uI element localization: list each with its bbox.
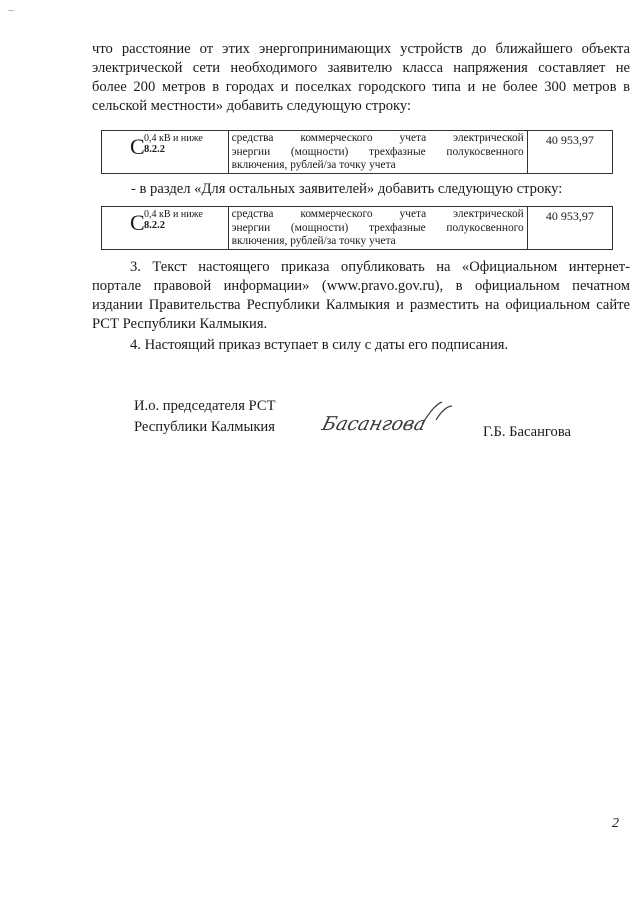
- item-3-paragraph: [92, 258, 630, 334]
- intro-line: электрической сети необходимого заявителю класса напряжения составляет не: [92, 60, 630, 76]
- description-line: включения, рублей/за точку учета: [231, 159, 396, 171]
- tariff-description-cell: [228, 207, 527, 250]
- handwritten-signature: [318, 394, 458, 446]
- item-3-line: издании Правительства Республики Калмыкия и разместить на официальном сайте: [92, 297, 630, 313]
- item-4-paragraph: 4. Настоящий приказ вступает в силу с даты его подписания.: [130, 337, 509, 353]
- page-number: 2: [612, 816, 619, 831]
- tariff-value-cell: 40 953,97: [527, 131, 612, 174]
- description-line: средства коммерческого учета электрической: [231, 132, 524, 144]
- signatory-name: Г.Б. Басангова: [483, 424, 572, 440]
- scan-artifact: [8, 10, 14, 11]
- tariff-code-subscript: 8.2.2: [144, 144, 165, 155]
- tariff-code-superscript: 0,4 кВ и ниже: [144, 209, 203, 220]
- tariff-table-1: [101, 130, 613, 174]
- item-3-line: 3. Текст настоящего приказа опубликовать на «Официальном интернет-: [130, 259, 630, 275]
- tariff-code-cell: [102, 131, 229, 174]
- intro-line: сельской местности» добавить следующую строку:: [92, 98, 412, 114]
- item-3-line: портале правовой информации» (www.pravo.gov.ru), в официальном печатном: [92, 278, 630, 294]
- tariff-code-cell: [102, 207, 229, 250]
- intro-line: более 200 метров в городах и поселках городского типа и не более 300 метров в: [92, 79, 630, 95]
- description-line: средства коммерческого учета электрической: [231, 208, 524, 220]
- tariff-table-2: [101, 206, 613, 250]
- signature-text: Басангова: [319, 412, 429, 435]
- tariff-code-superscript: 0,4 кВ и ниже: [144, 133, 203, 144]
- intro-paragraph: [92, 40, 630, 116]
- tariff-value-cell: 40 953,97: [527, 207, 612, 250]
- section-instruction: - в раздел «Для остальных заявителей» добавить следующую строку:: [131, 181, 563, 197]
- description-line: энергии (мощности) трехфазные полукосвенного: [231, 145, 524, 158]
- table-row: [102, 207, 613, 250]
- tariff-description-cell: [228, 131, 527, 174]
- tariff-code-letter: С: [130, 134, 145, 159]
- signatory-title-line-2: Республики Калмыкия: [134, 419, 275, 435]
- description-line: включения, рублей/за точку учета: [231, 235, 396, 247]
- table-row: [102, 131, 613, 174]
- tariff-code-letter: С: [130, 210, 145, 235]
- item-3-line: РСТ Республики Калмыкия.: [92, 316, 268, 332]
- signatory-title-line-1: И.о. председателя РСТ: [134, 398, 276, 414]
- tariff-code-subscript: 8.2.2: [144, 220, 165, 231]
- intro-line: что расстояние от этих энергопринимающих устройств до ближайшего объекта: [92, 41, 630, 57]
- description-line: энергии (мощности) трехфазные полукосвенного: [231, 221, 524, 234]
